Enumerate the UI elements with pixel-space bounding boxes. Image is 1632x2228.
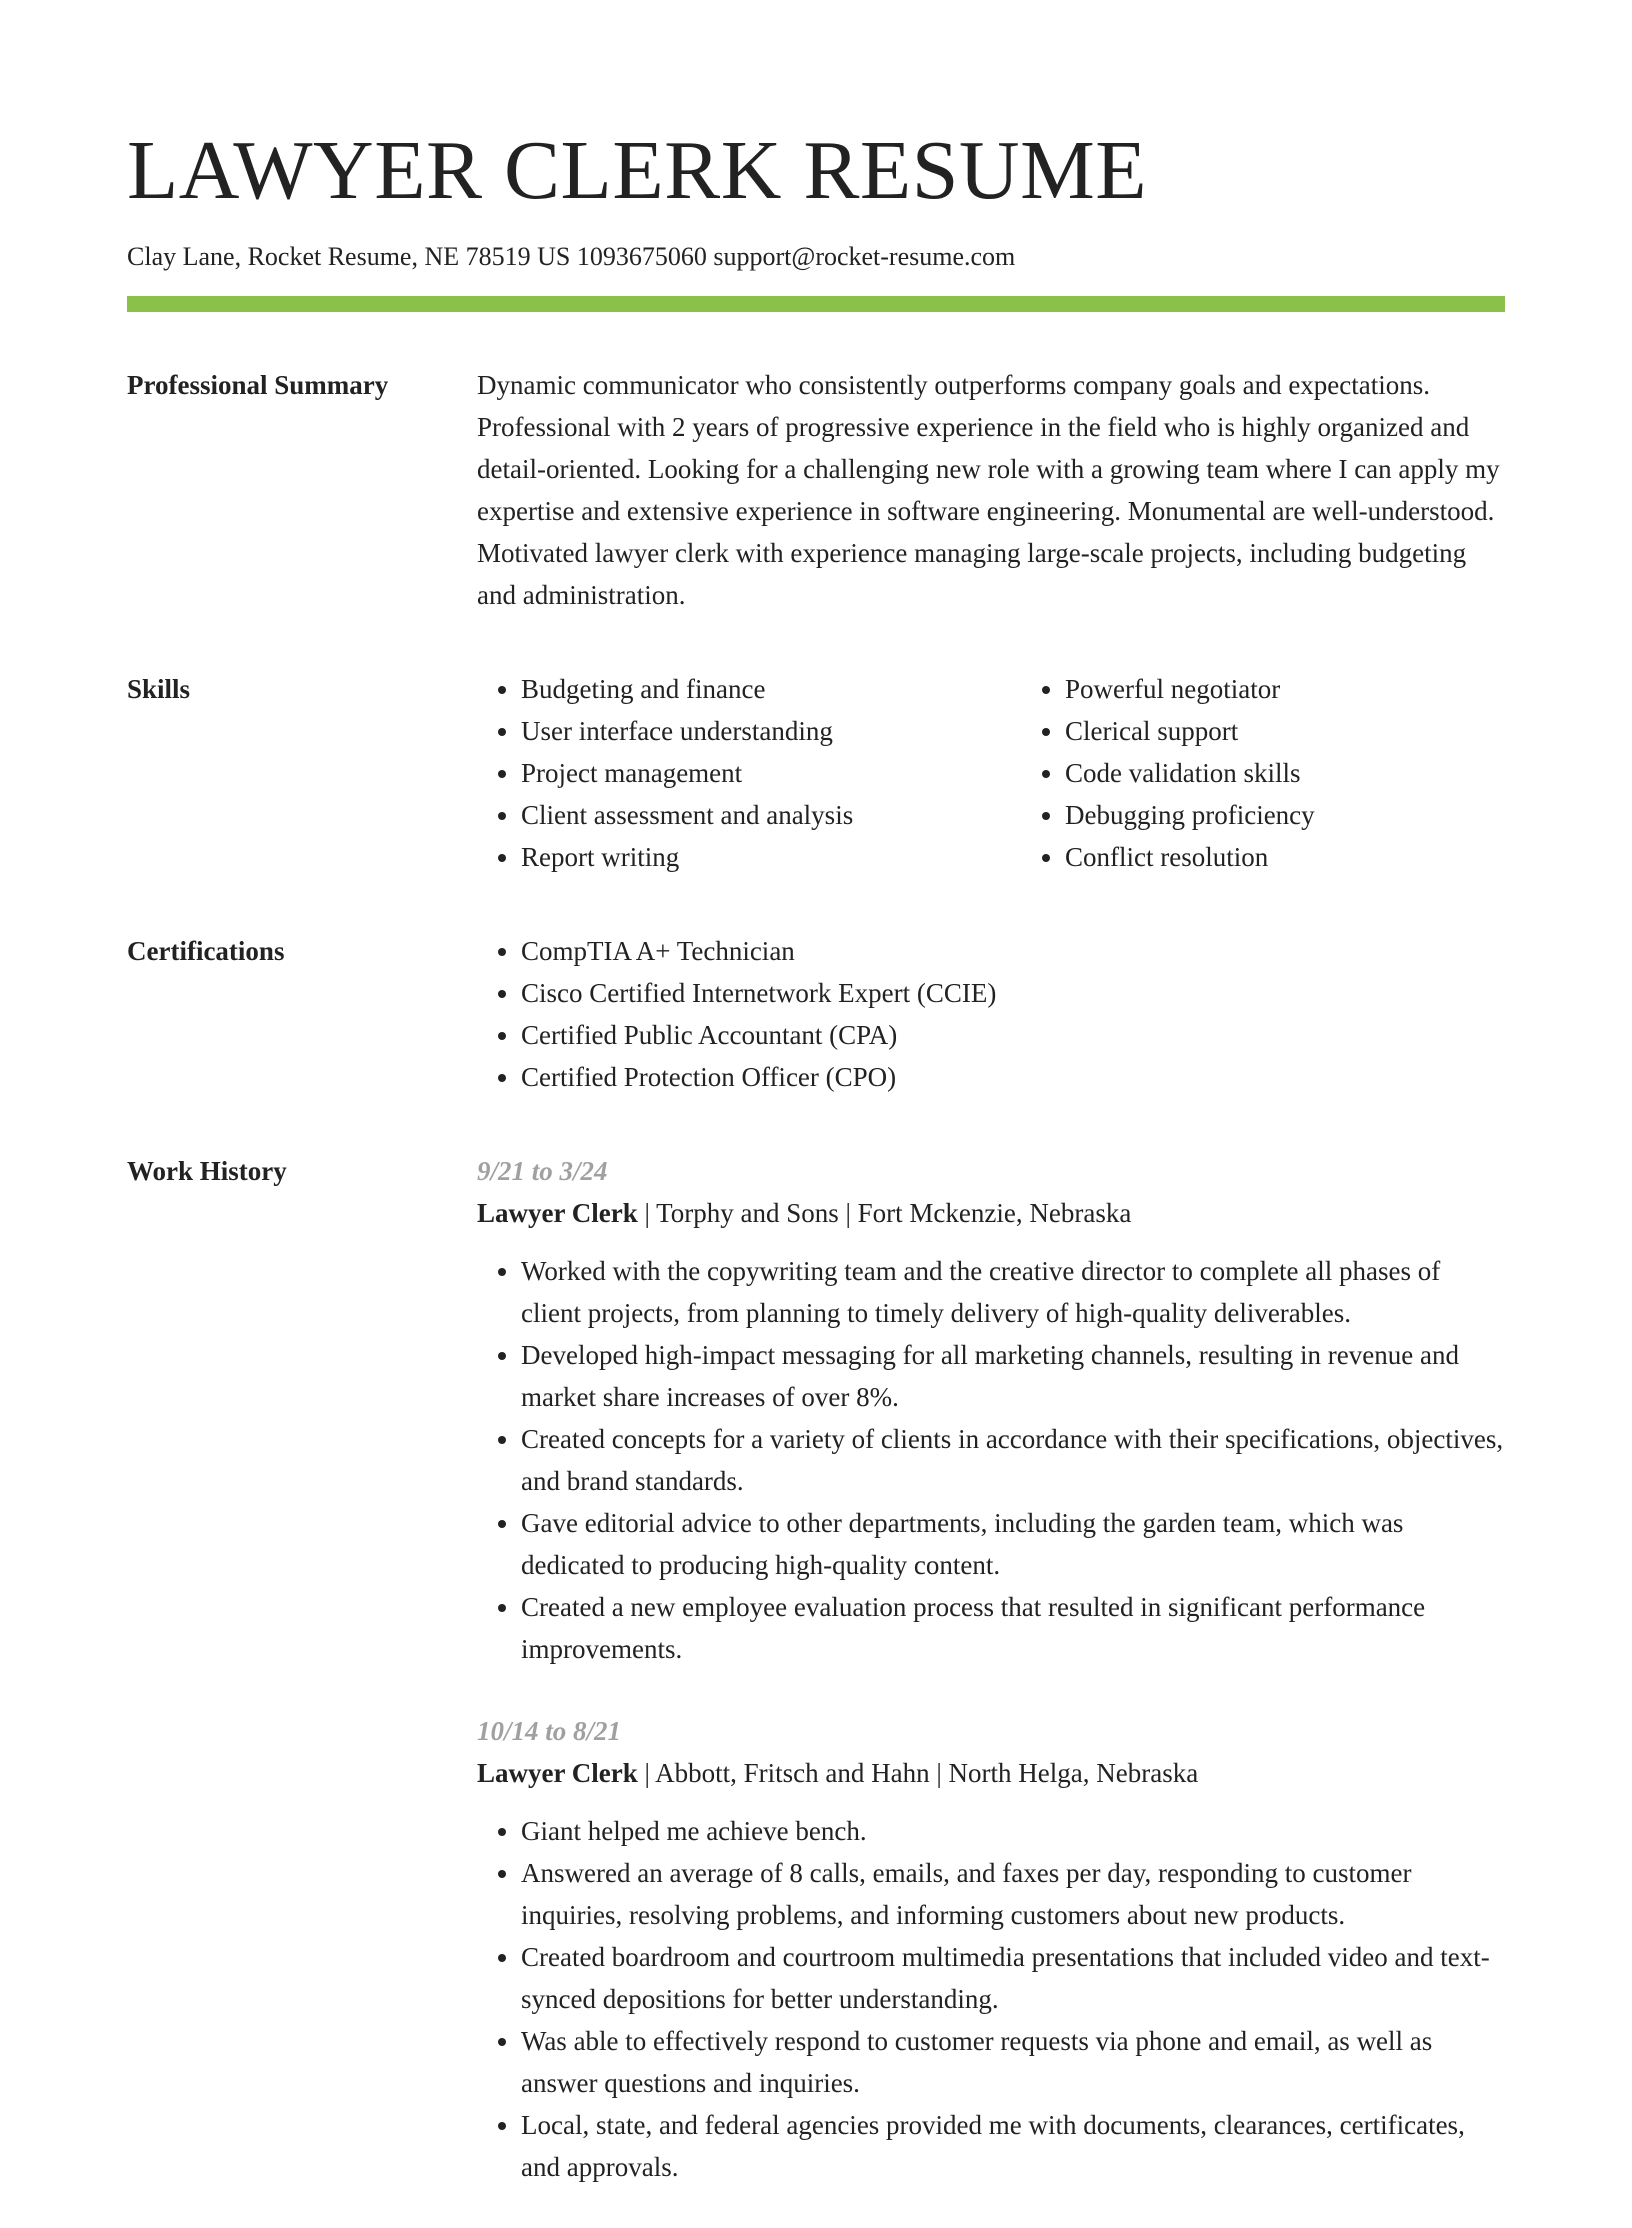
job-entry bbox=[477, 1150, 1505, 1670]
job-role: Lawyer Clerk bbox=[477, 1758, 638, 1788]
job-heading bbox=[477, 1192, 1505, 1234]
skill-item: • Conflict resolution bbox=[1065, 836, 1565, 878]
job-bullet: • Answered an average of 8 calls, emails, and faxes per day, responding to customer inquiries, resolving problems, and informing customers about new products. bbox=[521, 1852, 1505, 1936]
summary-section bbox=[127, 364, 1505, 616]
skill-item: • User interface understanding bbox=[521, 710, 1021, 752]
certifications-section bbox=[127, 930, 1505, 1098]
section-label: Professional Summary bbox=[127, 370, 389, 400]
skill-item: • Client assessment and analysis bbox=[521, 794, 1021, 836]
skills-list-left bbox=[477, 668, 1021, 878]
job-bullet: • Developed high-impact messaging for all marketing channels, resulting in revenue and market share increases of over 8%. bbox=[521, 1334, 1505, 1418]
certification-item: • Certified Public Accountant (CPA) bbox=[521, 1014, 1505, 1056]
skill-item: • Code validation skills bbox=[1065, 752, 1565, 794]
skill-item: • Powerful negotiator bbox=[1065, 668, 1565, 710]
job-role: Lawyer Clerk bbox=[477, 1198, 638, 1228]
skill-item: • Debugging proficiency bbox=[1065, 794, 1565, 836]
resume-title: LAWYER CLERK RESUME bbox=[127, 124, 1148, 217]
job-dates: 9/21 to 3/24 bbox=[477, 1156, 608, 1186]
job-dates: 10/14 to 8/21 bbox=[477, 1716, 622, 1746]
summary-text: Dynamic communicator who consistently outperforms company goals and expectations. Professional with 2 years of progressive experience in the field who is highly organized and detail-oriented. Looking for a challenging new role with a growing team where I can apply my expertise and extensive experience in software engineering. Monumental are well-understood. Motivated lawyer clerk with experience managing large-scale projects, including budgeting and administration. bbox=[477, 370, 1500, 610]
job-details: | Abbott, Fritsch and Hahn | North Helga, Nebraska bbox=[637, 1758, 1199, 1788]
skill-item: • Report writing bbox=[521, 836, 1021, 878]
job-bullet: • Gave editorial advice to other departments, including the garden team, which was dedicated to producing high-quality content. bbox=[521, 1502, 1505, 1586]
accent-rule bbox=[127, 296, 1505, 312]
certifications-list bbox=[477, 930, 1505, 1098]
job-bullet: • Created a new employee evaluation process that resulted in significant performance improvements. bbox=[521, 1586, 1505, 1670]
contact-line: Clay Lane, Rocket Resume, NE 78519 US 1093675060 support@rocket-resume.com bbox=[127, 242, 1016, 271]
job-entry bbox=[477, 1710, 1505, 2188]
certification-item: • CompTIA A+ Technician bbox=[521, 930, 1505, 972]
section-label: Work History bbox=[127, 1156, 287, 1186]
skills-list-right bbox=[1021, 668, 1565, 878]
job-bullets bbox=[477, 1810, 1505, 2188]
skill-item: • Project management bbox=[521, 752, 1021, 794]
section-label: Certifications bbox=[127, 936, 285, 966]
job-bullets bbox=[477, 1250, 1505, 1670]
job-bullet: • Created concepts for a variety of clients in accordance with their specifications, objectives, and brand standards. bbox=[521, 1418, 1505, 1502]
section-label: Skills bbox=[127, 674, 191, 704]
work-history-section bbox=[127, 1150, 1505, 2228]
job-bullet: • Created boardroom and courtroom multimedia presentations that included video and text-synced depositions for better understanding. bbox=[521, 1936, 1505, 2020]
skills-section bbox=[127, 668, 1505, 878]
job-bullet: • Worked with the copywriting team and the creative director to complete all phases of client projects, from planning to timely delivery of high-quality deliverables. bbox=[521, 1250, 1505, 1334]
certification-item: • Certified Protection Officer (CPO) bbox=[521, 1056, 1505, 1098]
job-bullet: • Local, state, and federal agencies provided me with documents, clearances, certificates, and approvals. bbox=[521, 2104, 1505, 2188]
skill-item: • Budgeting and finance bbox=[521, 668, 1021, 710]
job-bullet: • Was able to effectively respond to customer requests via phone and email, as well as answer questions and inquiries. bbox=[521, 2020, 1505, 2104]
skill-item: • Clerical support bbox=[1065, 710, 1565, 752]
certification-item: • Cisco Certified Internetwork Expert (CCIE) bbox=[521, 972, 1505, 1014]
job-bullet: • Giant helped me achieve bench. bbox=[521, 1810, 1505, 1852]
job-details: | Torphy and Sons | Fort Mckenzie, Nebraska bbox=[637, 1198, 1132, 1228]
job-heading bbox=[477, 1752, 1505, 1794]
